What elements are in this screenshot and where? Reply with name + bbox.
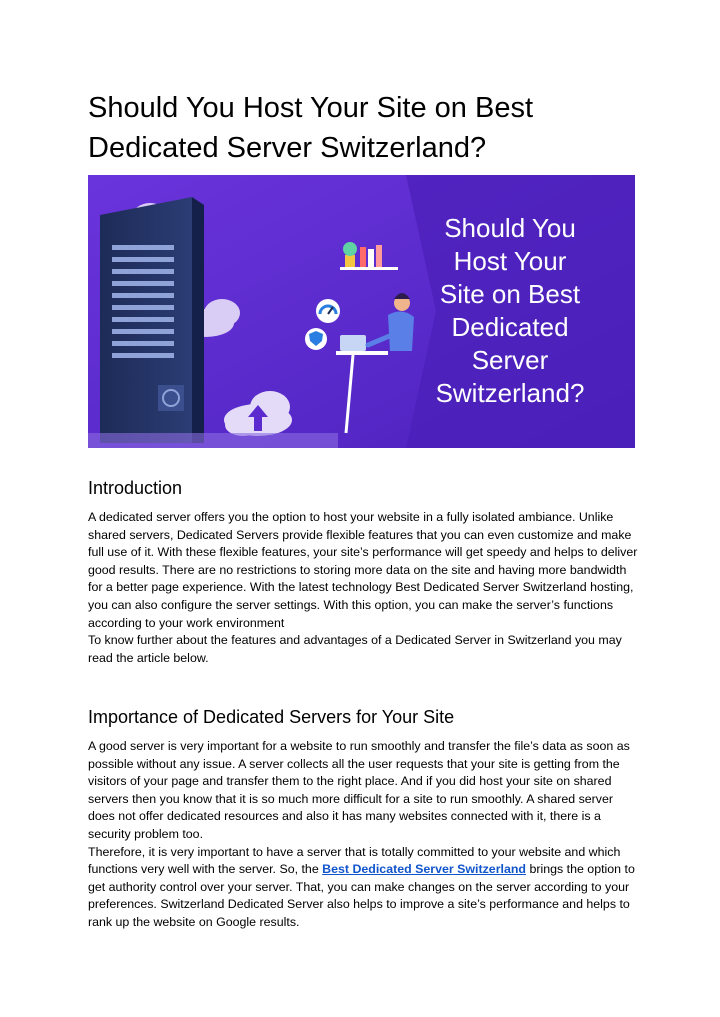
hero-banner-image	[88, 175, 635, 448]
hero-headline-line: Host Your	[453, 246, 567, 276]
hero-headline-line: Site on Best	[439, 279, 581, 309]
page-title	[88, 88, 648, 168]
hero-headline-line: Dedicated	[451, 312, 569, 342]
hero-illustration	[88, 175, 635, 448]
page-title-line-2: Dedicated Server Switzerland?	[88, 132, 487, 164]
server-rack-icon	[100, 197, 204, 443]
introduction-paragraph: To know further about the features and advantages of a Dedicated Server in Switzerland you may read the article below.	[88, 633, 622, 665]
introduction-heading: Introduction	[88, 478, 183, 498]
hero-headline-line: Should You	[444, 213, 576, 243]
hero-headline-line: Server	[471, 345, 549, 375]
introduction-paragraph: A dedicated server offers you the option to host your website in a fully isolated ambiance. Unlike shared servers, Dedicated Servers provide flexible features that you can even customize and make full use of it. With these flexible features, your site’s performance will get speedy and helps to deliver good results. There are no restrictions to storing more data on the site and having more bandwidth for a better page experience. With the latest technology Best Dedicated Server Switzerland hosting, you can also configure the server settings. With this option, you can make the server’s functions according to your work environment	[88, 510, 638, 630]
hero-headline-line: Switzerland?	[435, 378, 585, 408]
page-title-line-1: Should You Host Your Site on Best	[88, 92, 534, 124]
speed-gauge-icon	[316, 299, 340, 323]
importance-paragraph: A good server is very important for a website to run smoothly and transfer the file’s data as soon as possible without any issue. A server collects all the user requests that your site is getting from the visitors of your page and transfer them to the right place. And if you did host your site on shared servers then you know that it is so much more difficult for a site to run smoothly. A shared server does not offer dedicated resources and also it has many websites connected with it, there is a security problem too.	[88, 739, 630, 841]
introduction-section	[88, 477, 638, 667]
best-dedicated-server-switzerland-link[interactable]: Best Dedicated Server Switzerland	[322, 862, 526, 877]
importance-text-after-link: brings the option to get authority control over your server. That, you can make changes on the server according to your preferences. Switzerland Dedicated Server also helps to improve a site’s performance and helps to rank up the website on Google results.	[88, 862, 635, 929]
floor-shadow	[88, 433, 338, 448]
importance-heading: Importance of Dedicated Servers for Your Site	[88, 707, 455, 727]
importance-section	[88, 706, 638, 932]
importance-paragraph-with-link	[88, 844, 638, 932]
shield-icon	[305, 328, 327, 350]
importance-text-before-link: Therefore, it is very important to have a server that is totally committed to your website and which functions very well with the server. So, the	[88, 844, 621, 877]
